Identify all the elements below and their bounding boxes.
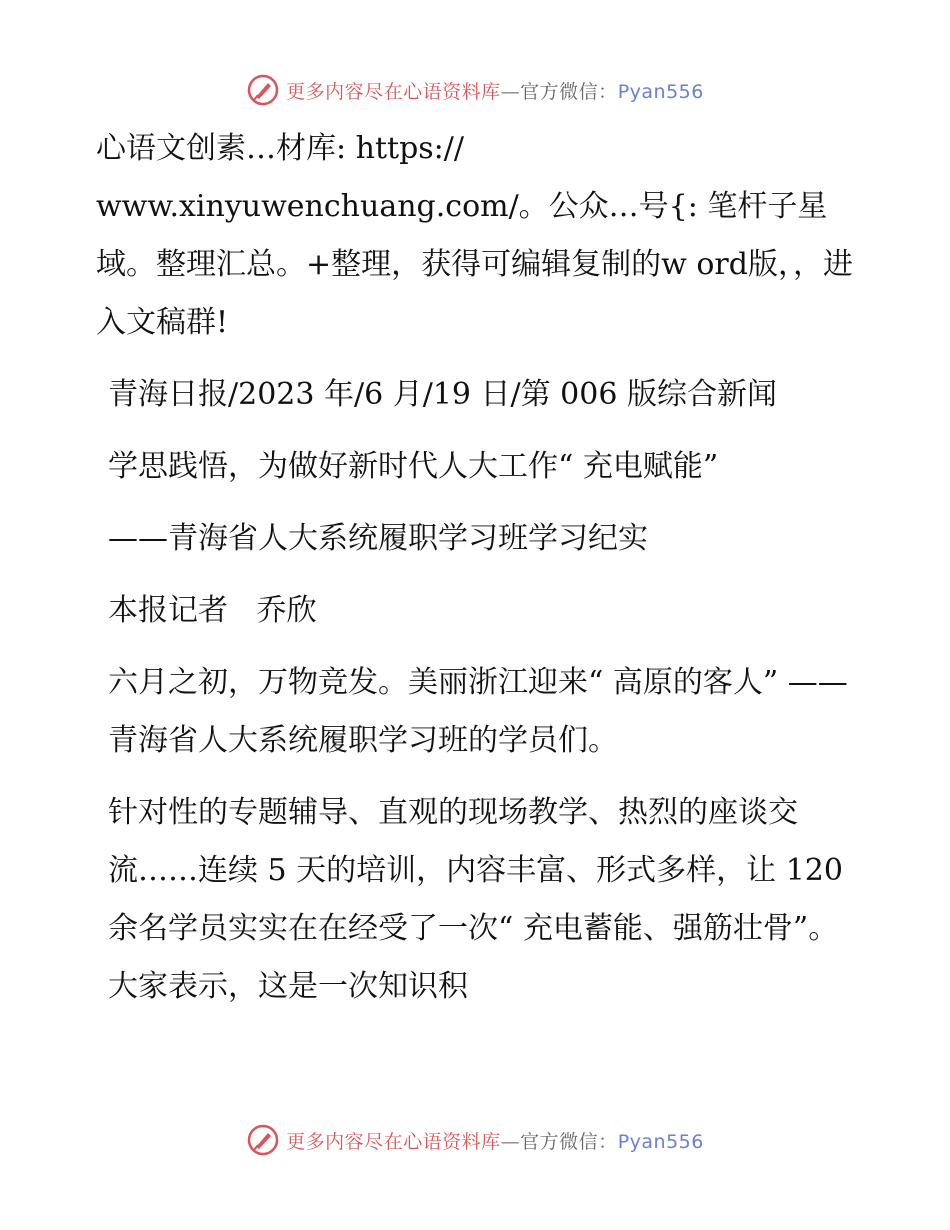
watermark-wechat-id: Pyan556	[617, 1130, 704, 1153]
article-title: 学思践悟，为做好新时代人大工作“ 充电赋能”	[108, 449, 719, 484]
watermark-wechat-id: Pyan556	[617, 80, 704, 103]
document-body	[96, 120, 856, 1030]
byline: 本报记者 乔欣	[108, 593, 317, 628]
watermark-brand: 更多内容尽在心语资料库	[286, 1130, 501, 1153]
watermark-wechat-label: 官方微信：	[520, 80, 618, 103]
header-watermark	[0, 68, 950, 112]
body-paragraph: 六月之初，万物竞发。美丽浙江迎来“ 高原的客人” ——青海省人大系统履职学习班的学员们。	[108, 665, 848, 758]
body-paragraph: 针对性的专题辅导、直观的现场教学、热烈的座谈交流……连续 5 天的培训，内容丰富、形式多样，让 120 余名学员实实在在经受了一次“ 充电蓄能、强筋壮骨”。大家表示，这是一次知识积	[108, 795, 853, 1004]
watermark-wechat-label: 官方微信：	[520, 1130, 618, 1153]
watermark-separator: —	[500, 80, 521, 103]
quill-logo-icon	[246, 73, 280, 107]
article-subtitle: ——青海省人大系统履职学习班学习纪实	[108, 521, 648, 556]
watermark-separator: —	[500, 1130, 521, 1153]
quill-logo-icon	[246, 1123, 280, 1157]
footer-watermark	[0, 1118, 950, 1162]
source-note-paragraph: 心语文创素…材库: https:// www.xinyuwenchuang.com/。公众…号{: 笔杆子星域。整理汇总。+整理，获得可编辑复制的w ord版，，进入文稿群!	[96, 131, 853, 340]
publication-line: 青海日报/2023 年/6 月/19 日/第 006 版综合新闻	[108, 377, 777, 412]
watermark-brand: 更多内容尽在心语资料库	[286, 80, 501, 103]
